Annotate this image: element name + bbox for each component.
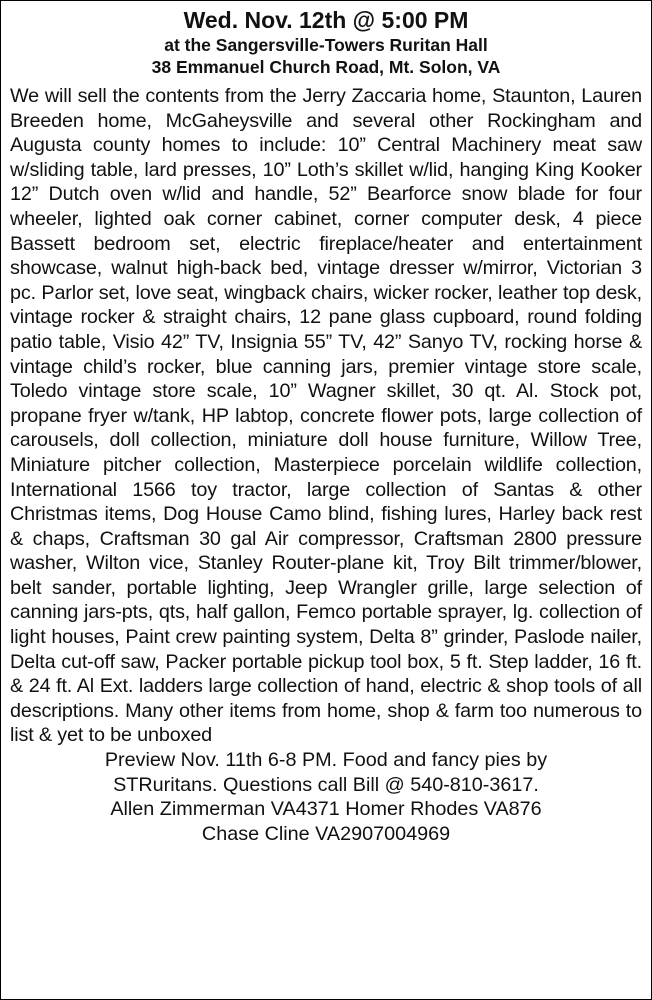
auctioneer-licenses: Allen Zimmerman VA4371 Homer Rhodes VA876 bbox=[110, 798, 542, 821]
ad-footer bbox=[1, 748, 651, 846]
auction-venue: at the Sangersville-Towers Ruritan Hall bbox=[164, 35, 488, 55]
preview-info: Preview Nov. 11th 6-8 PM. Food and fancy pies by bbox=[104, 749, 548, 772]
ad-header bbox=[1, 1, 651, 78]
item-list-paragraph: We will sell the contents from the Jerry Zaccaria home, Staunton, Lauren Breeden home, McGaheysville and several other Rockingham and Augusta county homes to include: 10” Central Machinery meat saw w/sliding table, lard presses, 10” Loth’s skillet w/lid, hanging King Kooker 12” Dutch oven w/lid and handle, 52” Bearforce snow blade for four wheeler, lighted oak corner cabinet, corner computer desk, 4 piece Bassett bedroom set, electric fireplace/heater and entertainment showcase, walnut high-back bed, vintage dresser w/mirror, Victorian 3 pc. Parlor set, love seat, wingback chairs, wicker rocker, leather top desk, vintage rocker & straight chairs, 12 pane glass cupboard, round folding patio table, Visio 42” TV, Insignia 55” TV, 42” Sanyo TV, rocking horse & vintage child’s rocker, blue canning jars, premier vintage store scale, Toledo vintage store scale, 10” Wagner skillet, 30 qt. Al. Stock pot, propane fryer w/tank, HP labtop, concrete flower pots, large collection of carousels, doll collection, miniature doll house furniture, Willow Tree, Miniature pitcher collection, Masterpiece porcelain wildlife collection, International 1566 toy tractor, large collection of Santas & other Christmas items, Dog House Camo blind, fishing lures, Harley back rest & chaps, Craftsman 30 gal Air compressor, Craftsman 2800 pressure washer, Wilton vice, Stanley Router-plane kit, Troy Bilt trimmer/blower, belt sander, portable lighting, Jeep Wrangler grille, large selection of canning jars-pts, qts, half gallon, Femco portable sprayer, lg. collection of light houses, Paint crew painting system, Delta 8” grinder, Paslode nailer, Delta cut-off saw, Packer portable pickup tool box, 5 ft. Step ladder, 16 ft. & 24 ft. Al Ext. ladders large collection of hand, electric & shop tools of all descriptions. Many other items from home, shop & farm too numerous to list & yet to be unboxed bbox=[10, 85, 642, 747]
contact-info: STRuritans. Questions call Bill @ 540-810-3617. bbox=[113, 773, 539, 796]
auctioneer-license-2: Chase Cline VA2907004969 bbox=[201, 822, 451, 845]
auction-address: 38 Emmanuel Church Road, Mt. Solon, VA bbox=[151, 57, 501, 77]
auction-date-time: Wed. Nov. 12th @ 5:00 PM bbox=[183, 7, 469, 33]
